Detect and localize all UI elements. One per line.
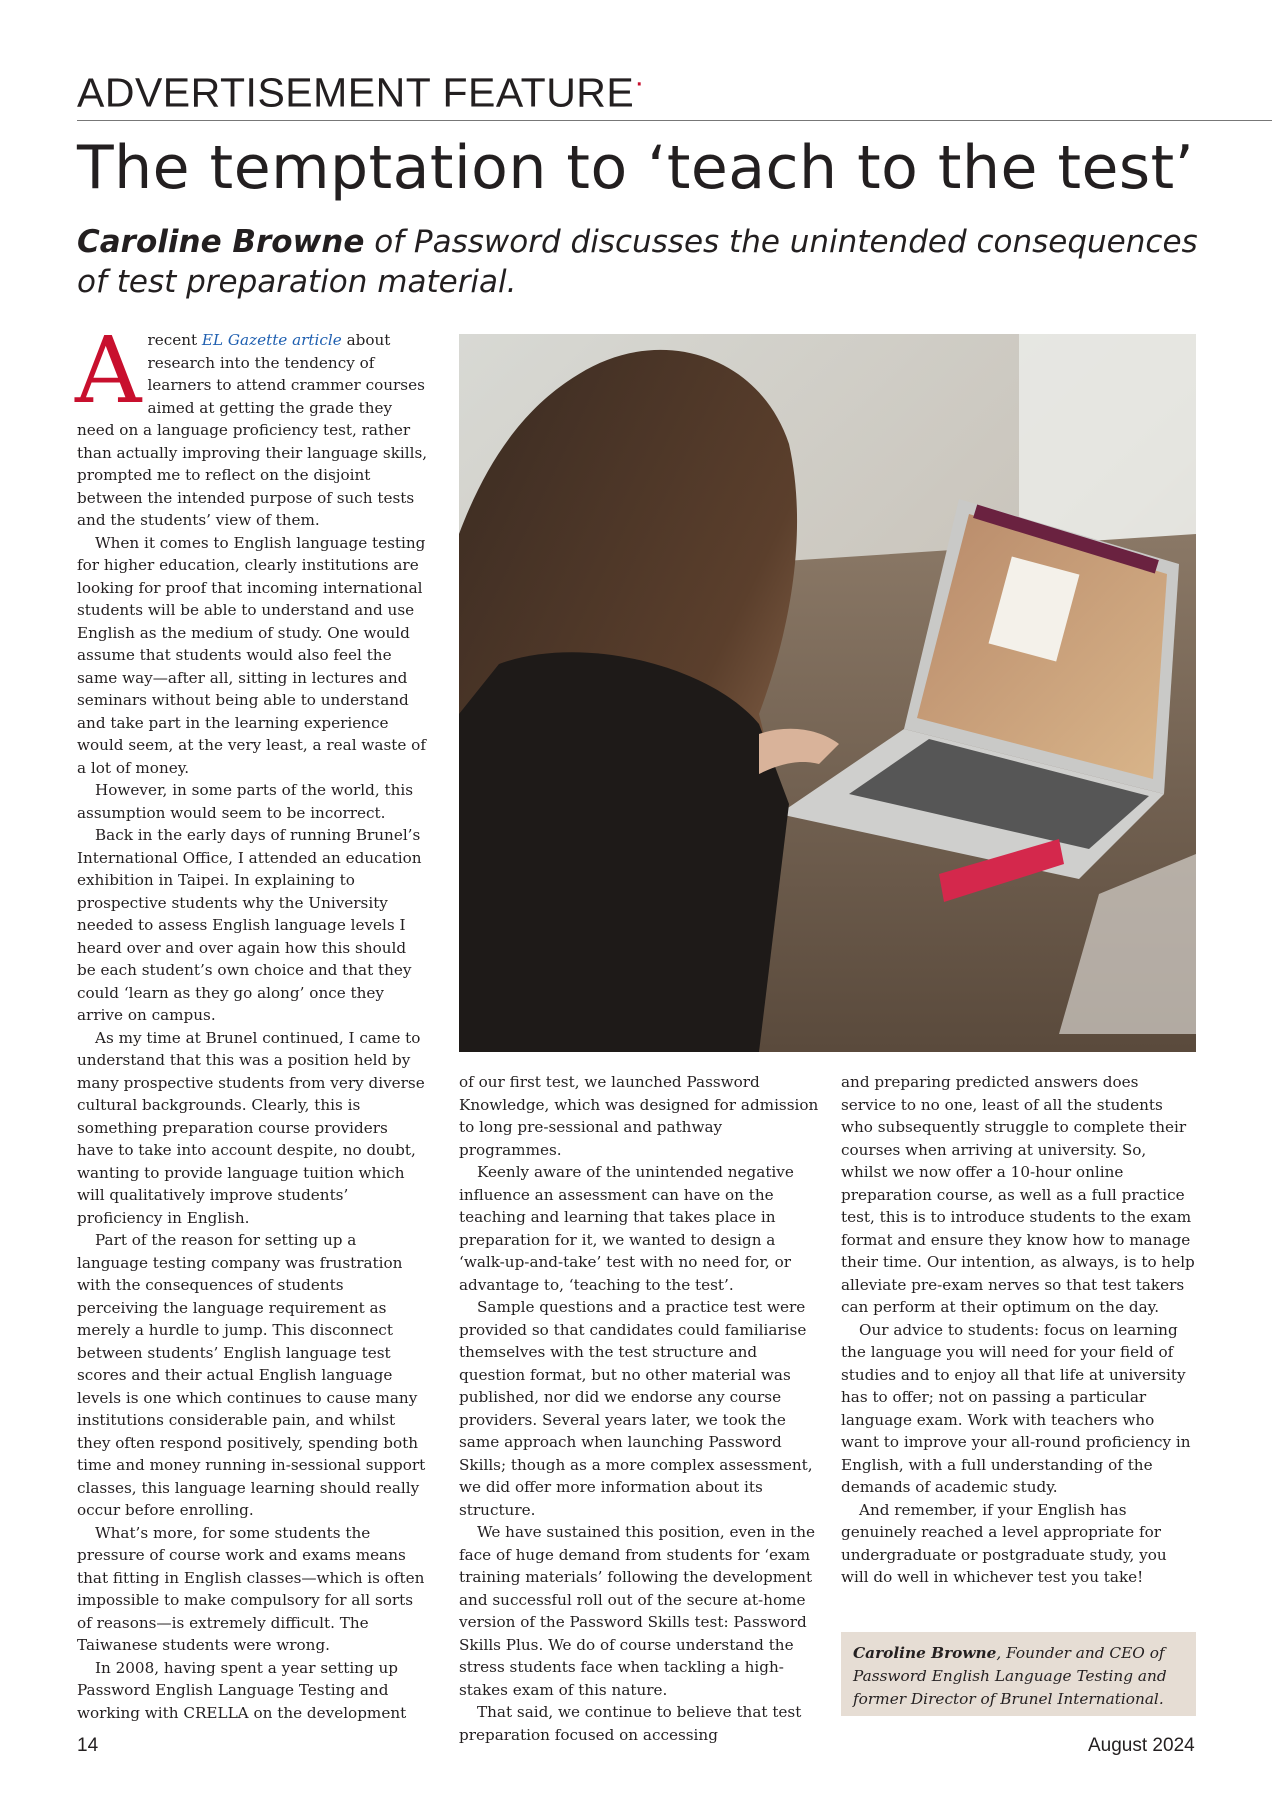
standfirst-text: of Password discusses the unintended consequences of test preparation material. <box>77 224 1198 300</box>
body-paragraph: That said, we continue to believe that test preparation focused on accessing <box>459 1703 802 1744</box>
author-bio-name: Caroline Browne <box>853 1644 997 1662</box>
body-paragraph: In 2008, having spent a year setting up Password English Language Testing and working with CRELLA on the development <box>77 1658 407 1722</box>
page-number: 14 <box>77 1735 99 1756</box>
body-paragraph: of our first test, we launched Password Knowledge, which was designed for admission to long pre-sessional and pathway programmes. <box>459 1073 819 1159</box>
body-paragraph: Keenly aware of the unintended negative influence an assessment can have on the teaching and learning that takes place in preparation for it, we wanted to design a ‘walk-up-and-take’ test with no need for, or advantage to, ‘teaching to the test’. <box>459 1163 794 1294</box>
intro-text: about research into the tendency of learners to attend crammer courses aimed at getting the grade they need on a language proficiency test, rather than actually improving their language skills, prompted me to reflect on the disjoint between the intended purpose of such tests and the students’ view of them. <box>77 331 428 529</box>
body-paragraph: When it comes to English language testing for higher education, clearly institutions are looking for proof that incoming international students will be able to understand and use English as the medium of study. One would assume that students would also feel the same way—after all, sitting in lectures and seminars without being able to understand and take part in the learning experience would seem, at the very least, a real waste of a lot of money. <box>77 533 426 777</box>
laptop-student-image <box>459 334 1196 1052</box>
kicker-text: ADVERTISEMENT FEATURE <box>77 69 635 116</box>
author-bio-text: , Founder and CEO of Password English Language Testing and former Director of Brunel International. <box>853 1644 1167 1708</box>
article-column-1 <box>75 317 429 1724</box>
body-paragraph: And remember, if your English has genuinely reached a level appropriate for undergraduate or postgraduate study, you will do well in whichever test you take! <box>841 1500 1167 1586</box>
body-paragraph: What’s more, for some students the pressure of course work and exams means that fitting in English classes—which is often impossible to make compulsory for all sorts of reasons—is extremely difficult. The Taiwanese students were wrong. <box>77 1523 425 1654</box>
body-paragraph: and preparing predicted answers does service to no one, least of all the students who subsequently struggle to complete their courses when arriving at university. So, whilst we now offer a 10-hour online preparation course, as well as a full practice test, this is to introduce students to the exam format and ensure they know how to manage their time. Our intention, as always, is to help alleviate pre-exam nerves so that test takers can perform at their optimum on the day. <box>841 1073 1195 1316</box>
article-column-3 <box>841 1071 1195 1589</box>
issue-date: August 2024 <box>1088 1735 1195 1756</box>
standfirst-author: Caroline Browne <box>77 224 365 260</box>
kicker-dot: · <box>634 66 645 99</box>
section-kicker <box>77 68 645 114</box>
body-paragraph: Part of the reason for setting up a language testing company was frustration with the consequences of students perceiving the language requirement as merely a hurdle to jump. This disconnect between students’ English language test scores and their actual English language levels is one which continues to cause many institutions considerable pain, and whilst they often respond positively, spending both time and money running in-sessional support classes, this language learning should really occur before enrolling. <box>77 1231 426 1519</box>
intro-paragraph <box>75 317 429 532</box>
body-paragraph: We have sustained this position, even in the face of huge demand from students for ‘exam training materials’ following the development and successful roll out of the secure at-home version of the Password Skills test: Password Skills Plus. We do of course understand the stress students face when tackling a high-stakes exam of this nature. <box>459 1523 816 1699</box>
body-paragraph: As my time at Brunel continued, I came to understand that this was a position held by many prospective students from very diverse cultural backgrounds. Clearly, this is something preparation course providers have to take into account despite, no doubt, wanting to provide language tuition which will qualitatively improve students’ proficiency in English. <box>77 1028 425 1227</box>
body-paragraph: Sample questions and a practice test were provided so that candidates could familiarise themselves with the test structure and question format, but no other material was published, nor did we endorse any course providers. Several years later, we took the same approach when launching Password Skills; though as a more complex assessment, we did offer more information about its structure. <box>459 1298 813 1519</box>
article-column-2 <box>459 1071 819 1746</box>
headline: The temptation to ‘teach to the test’ <box>77 133 1195 203</box>
el-gazette-link[interactable]: EL Gazette article <box>201 331 342 349</box>
author-bio-box <box>841 1632 1196 1716</box>
intro-lead: recent <box>147 331 202 349</box>
header-rule <box>77 120 1272 121</box>
body-paragraph: Our advice to students: focus on learning the language you will need for your field of studies and to enjoy all that life at university has to offer; not on passing a particular language exam. Work with teachers who want to improve your all-round proficiency in English, with a full understanding of the demands of academic study. <box>841 1320 1191 1496</box>
body-paragraph: However, in some parts of the world, this assumption would seem to be incorrect. <box>77 781 414 822</box>
standfirst <box>77 222 1217 302</box>
drop-cap: A <box>75 317 142 424</box>
author-bio <box>853 1642 1183 1711</box>
body-paragraph: Back in the early days of running Brunel’s International Office, I attended an education exhibition in Taipei. In explaining to prospective students why the University needed to assess English language levels I heard over and over again how this should be each student’s own choice and that they could ‘learn as they go along’ once they arrive on campus. <box>77 826 422 1024</box>
feature-photo <box>459 334 1196 1052</box>
